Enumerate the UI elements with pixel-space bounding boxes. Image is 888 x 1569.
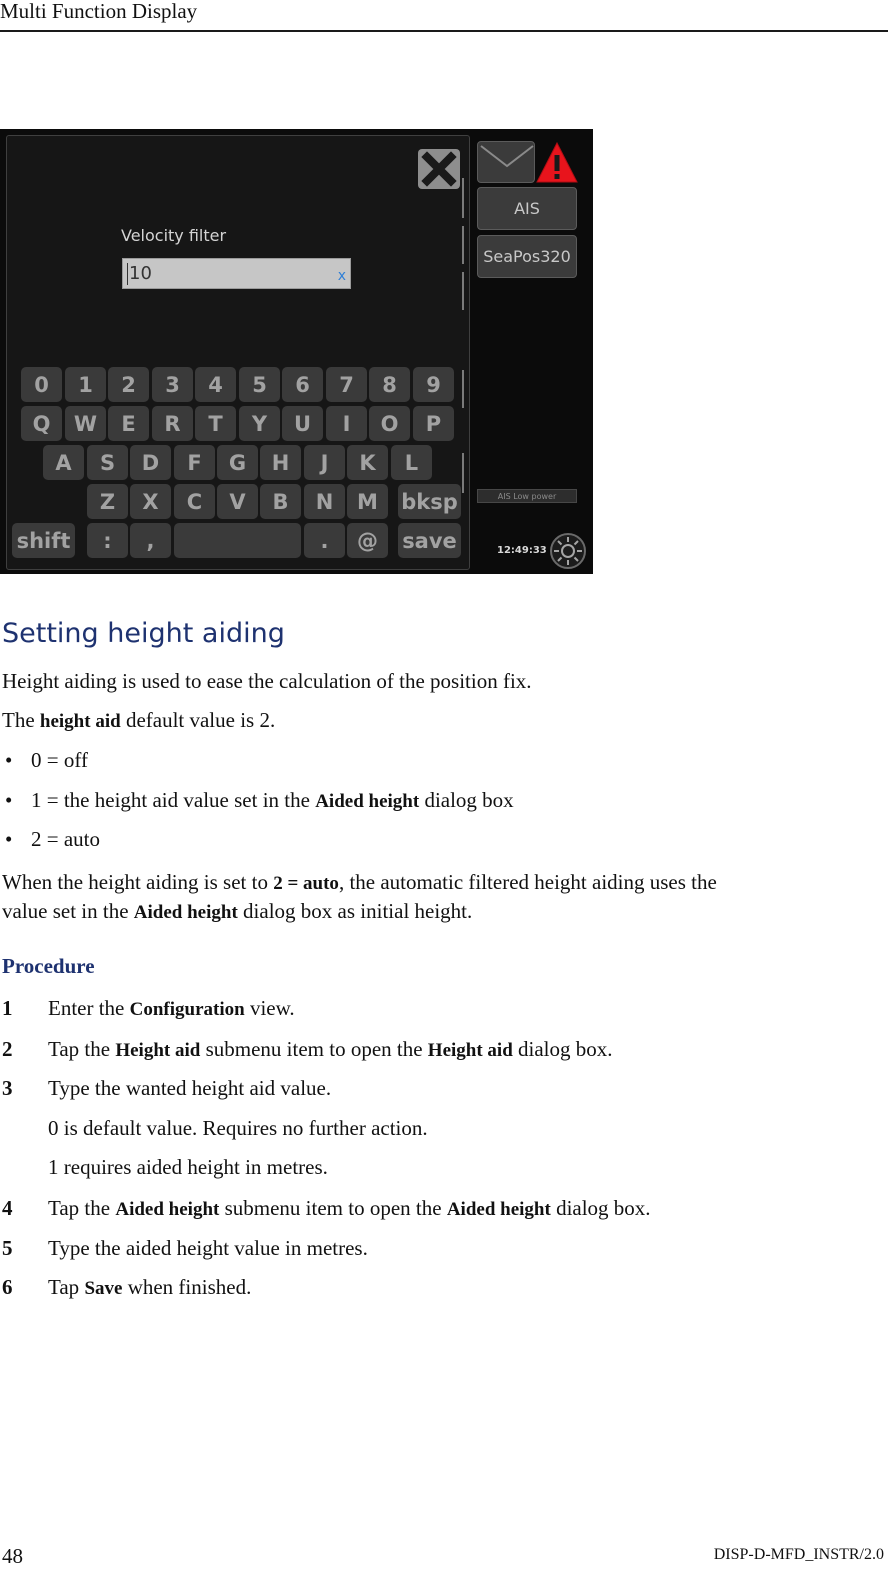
- clear-icon[interactable]: x: [337, 268, 346, 284]
- sun-icon[interactable]: [547, 531, 589, 571]
- step-text: Tap the Aided height submenu item to open the Aided height dialog box.: [48, 1196, 651, 1220]
- scroll-line: [462, 226, 464, 264]
- section-heading: Setting height aiding: [2, 618, 285, 649]
- warning-icon[interactable]: [535, 141, 579, 185]
- velocity-filter-input[interactable]: [122, 258, 351, 289]
- procedure-heading: Procedure: [2, 954, 95, 978]
- step-note: 0 is default value. Requires no further action.: [48, 1116, 428, 1140]
- bullet-mark: •: [5, 827, 13, 851]
- ais-button[interactable]: AIS: [477, 187, 577, 230]
- step-text: Type the aided height value in metres.: [48, 1236, 368, 1260]
- header-rule: [0, 30, 888, 32]
- key-8[interactable]: 8: [369, 367, 410, 402]
- bullet-item: 1 = the height aid value set in the Aided height dialog box: [31, 788, 514, 812]
- bullet-mark: •: [5, 788, 13, 812]
- backspace-key[interactable]: bksp: [398, 484, 461, 519]
- scroll-line: [462, 272, 464, 310]
- key-j[interactable]: J: [304, 445, 345, 480]
- clock: 12:49:33: [497, 545, 547, 556]
- shift-key[interactable]: shift: [12, 523, 75, 558]
- key-f[interactable]: F: [174, 445, 215, 480]
- document-id: DISP-D-MFD_INSTR/2.0: [713, 1546, 884, 1563]
- key-period[interactable]: .: [304, 523, 345, 558]
- key-g[interactable]: G: [217, 445, 258, 480]
- scroll-line: [462, 178, 464, 218]
- envelope-icon[interactable]: [477, 141, 535, 183]
- key-z[interactable]: Z: [87, 484, 128, 519]
- scroll-line: [462, 453, 464, 493]
- key-m[interactable]: M: [347, 484, 388, 519]
- scroll-line: [462, 370, 464, 408]
- key-5[interactable]: 5: [239, 367, 280, 402]
- key-a[interactable]: A: [43, 445, 84, 480]
- key-h[interactable]: H: [260, 445, 301, 480]
- key-v[interactable]: V: [217, 484, 258, 519]
- key-x[interactable]: X: [130, 484, 171, 519]
- key-7[interactable]: 7: [326, 367, 367, 402]
- key-u[interactable]: U: [282, 406, 323, 441]
- step-note: 1 requires aided height in metres.: [48, 1155, 328, 1179]
- velocity-filter-value: 10: [129, 263, 152, 284]
- space-key[interactable]: [174, 523, 301, 558]
- key-colon[interactable]: :: [87, 523, 128, 558]
- key-d[interactable]: D: [130, 445, 171, 480]
- default-value-paragraph: The height aid default value is 2.: [2, 708, 276, 732]
- auto-paragraph-line-1: When the height aiding is set to 2 = auto, the automatic filtered height aiding uses the: [2, 870, 717, 894]
- key-t[interactable]: T: [195, 406, 236, 441]
- key-o[interactable]: O: [369, 406, 410, 441]
- key-3[interactable]: 3: [152, 367, 193, 402]
- step-number: 2: [2, 1037, 13, 1061]
- key-i[interactable]: I: [326, 406, 367, 441]
- key-r[interactable]: R: [152, 406, 193, 441]
- key-0[interactable]: 0: [21, 367, 62, 402]
- key-n[interactable]: N: [304, 484, 345, 519]
- intro-paragraph: Height aiding is used to ease the calculation of the position fix.: [2, 669, 532, 693]
- running-header: Multi Function Display: [0, 0, 198, 23]
- step-text: Tap the Height aid submenu item to open the Height aid dialog box.: [48, 1037, 613, 1061]
- step-number: 6: [2, 1275, 13, 1299]
- velocity-filter-label: Velocity filter: [121, 226, 227, 245]
- key-4[interactable]: 4: [195, 367, 236, 402]
- key-comma[interactable]: ,: [130, 523, 171, 558]
- bullet-item: 0 = off: [31, 748, 88, 772]
- text-caret: [127, 263, 128, 285]
- key-q[interactable]: Q: [21, 406, 62, 441]
- step-number: 4: [2, 1196, 13, 1220]
- ais-low-power-status: AIS Low power: [477, 489, 577, 503]
- key-6[interactable]: 6: [282, 367, 323, 402]
- save-key[interactable]: save: [398, 523, 461, 558]
- key-k[interactable]: K: [347, 445, 388, 480]
- key-e[interactable]: E: [108, 406, 149, 441]
- key-9[interactable]: 9: [413, 367, 454, 402]
- page-number: 48: [2, 1544, 23, 1568]
- step-number: 3: [2, 1076, 13, 1100]
- step-number: 5: [2, 1236, 13, 1260]
- step-text: Enter the Configuration view.: [48, 996, 295, 1020]
- step-text: Tap Save when finished.: [48, 1275, 252, 1299]
- step-number: 1: [2, 996, 13, 1020]
- bullet-item: 2 = auto: [31, 827, 100, 851]
- key-s[interactable]: S: [87, 445, 128, 480]
- step-text: Type the wanted height aid value.: [48, 1076, 332, 1100]
- key-w[interactable]: W: [65, 406, 106, 441]
- auto-paragraph-line-2: value set in the Aided height dialog box as initial height.: [2, 899, 473, 923]
- key-l[interactable]: L: [391, 445, 432, 480]
- seapos320-button[interactable]: SeaPos320: [477, 235, 577, 278]
- key-y[interactable]: Y: [239, 406, 280, 441]
- key-1[interactable]: 1: [65, 367, 106, 402]
- key-c[interactable]: C: [174, 484, 215, 519]
- key-at[interactable]: @: [347, 523, 388, 558]
- bullet-mark: •: [5, 748, 13, 772]
- key-2[interactable]: 2: [108, 367, 149, 402]
- close-icon[interactable]: [418, 149, 460, 189]
- key-b[interactable]: B: [260, 484, 301, 519]
- key-p[interactable]: P: [413, 406, 454, 441]
